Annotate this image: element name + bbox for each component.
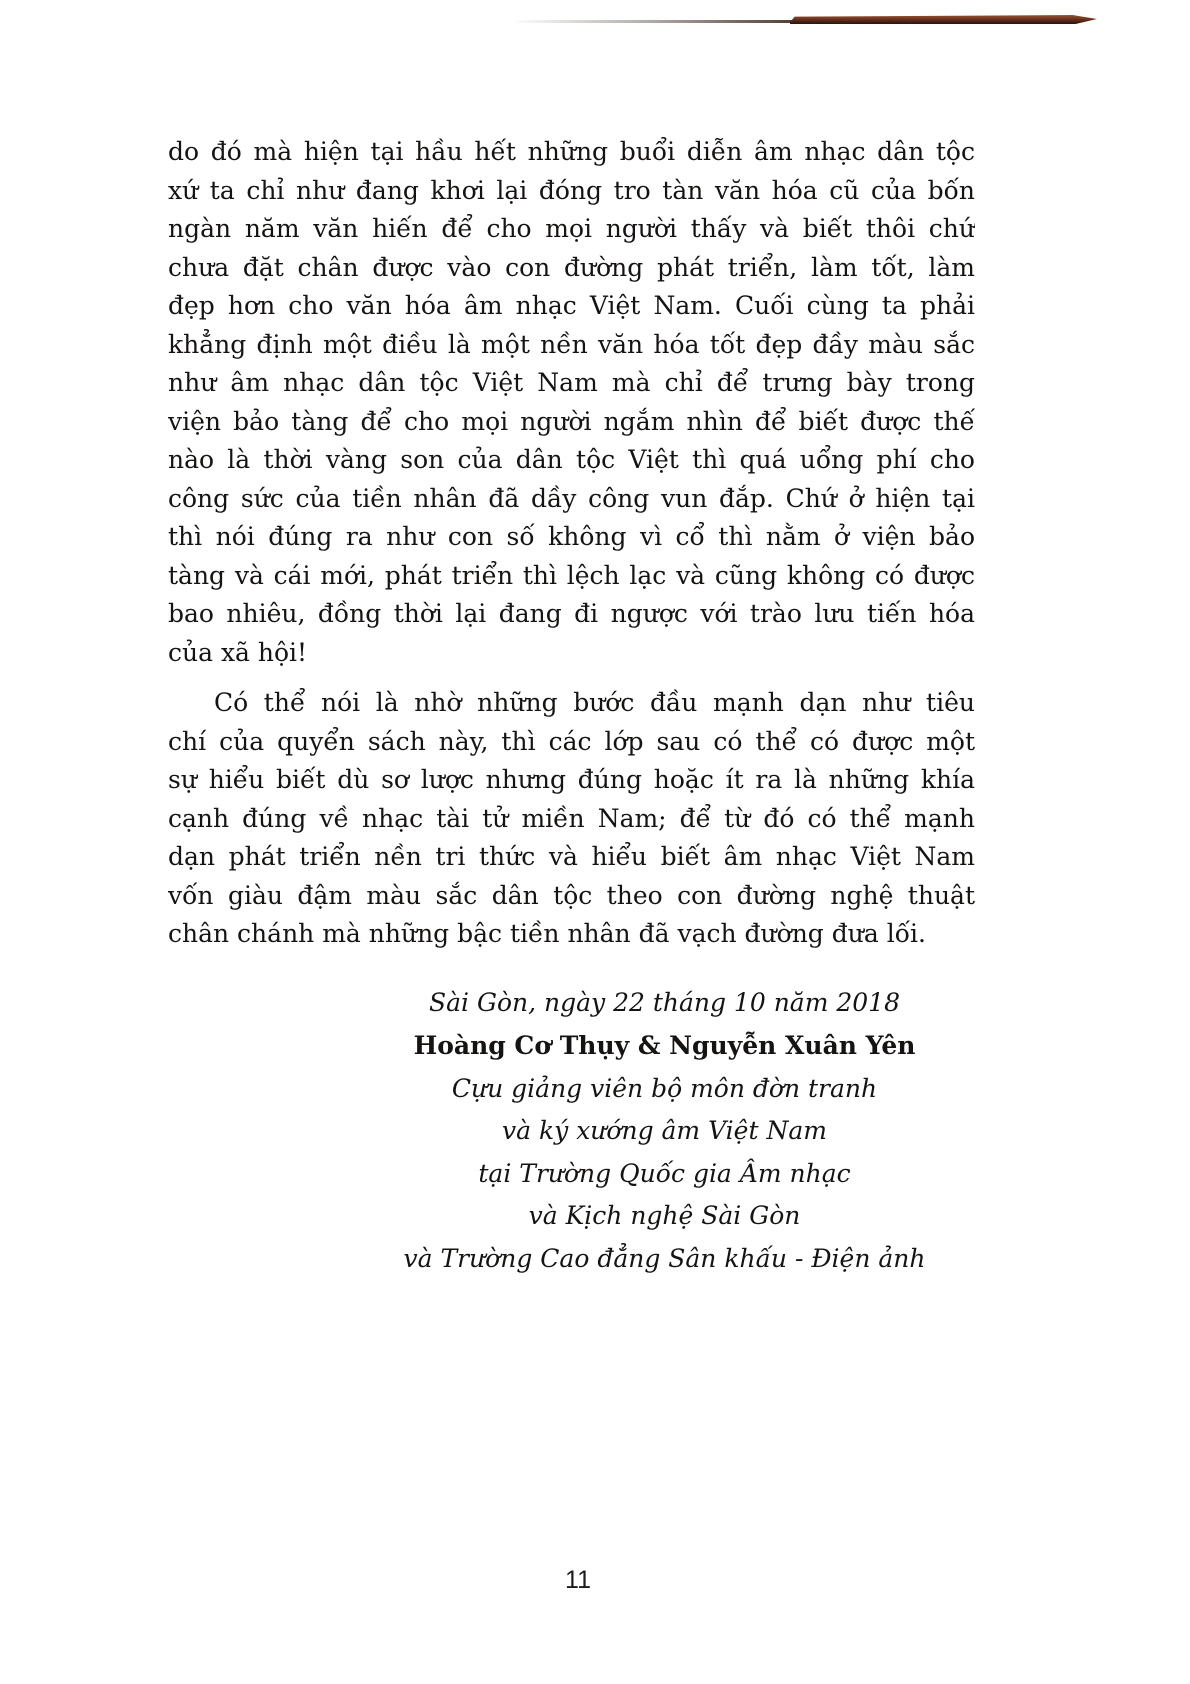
text-line: công sức của tiền nhân đã dầy công vun đắp. Chứ ở hiện tại — [168, 483, 975, 513]
text-line: đẹp hơn cho văn hóa âm nhạc Việt Nam. Cuối cùng ta phải — [168, 291, 975, 320]
text-line: khẳng định một điều là một nền văn hóa tốt đẹp đầy màu sắc — [168, 329, 975, 359]
signature-authors: Hoàng Cơ Thụy & Nguyễn Xuân Yên — [413, 1030, 916, 1060]
paragraph-1 — [168, 133, 975, 672]
signature-place-date: Sài Gòn, ngày 22 tháng 10 năm 2018 — [429, 987, 900, 1017]
page-text-block — [168, 133, 975, 1280]
signature-block — [168, 981, 975, 1281]
page-number: 11 — [565, 1566, 591, 1594]
text-line: Có thể nói là nhờ những bước đầu mạnh dạn như tiêu — [214, 688, 975, 717]
text-line: Cựu giảng viên bộ môn đờn tranh — [451, 1073, 878, 1103]
text-line: do đó mà hiện tại hầu hết những buổi diễn âm nhạc dân tộc — [168, 137, 975, 166]
text-line: ngàn năm văn hiến để cho mọi người thấy và biết thôi chứ — [168, 214, 975, 243]
text-line: chưa đặt chân được vào con đường phát triển, làm tốt, làm — [168, 252, 975, 282]
text-line: và ký xướng âm Việt Nam — [502, 1116, 827, 1145]
header-rule-thick-segment — [790, 15, 1097, 24]
text-line: chí của quyển sách này, thì các lớp sau có thể có được một — [168, 726, 975, 756]
header-rule-thin-segment — [512, 20, 824, 23]
text-line: bao nhiêu, đồng thời lại đang đi ngược với trào lưu tiến hóa — [168, 599, 975, 628]
text-line: xứ ta chỉ như đang khơi lại đóng tro tàn văn hóa cũ của bốn — [168, 175, 975, 205]
text-line: dạn phát triển nền tri thức và hiểu biết âm nhạc Việt Nam — [168, 842, 975, 871]
signature-roles — [354, 1068, 975, 1281]
text-line: sự hiểu biết dù sơ lược nhưng đúng hoặc ít ra là những khía — [168, 765, 975, 794]
text-line: của xã hội! — [168, 637, 308, 667]
paragraph-2 — [168, 684, 975, 954]
header-decorative-rule — [512, 13, 1097, 27]
text-line: và Kịch nghệ Sài Gòn — [528, 1201, 801, 1230]
text-line: viện bảo tàng để cho mọi người ngắm nhìn để biết được thế — [168, 406, 975, 436]
text-line: như âm nhạc dân tộc Việt Nam mà chỉ để trưng bày trong — [168, 368, 975, 397]
text-line: nào là thời vàng son của dân tộc Việt thì quá uổng phí cho — [168, 445, 975, 474]
text-line: thì nói đúng ra như con số không vì cổ thì nằm ở viện bảo — [168, 522, 975, 551]
text-line: tàng và cái mới, phát triển thì lệch lạc và cũng không có được — [168, 560, 975, 590]
text-line: và Trường Cao đẳng Sân khấu - Điện ảnh — [403, 1243, 926, 1273]
text-line: tại Trường Quốc gia Âm nhạc — [478, 1158, 851, 1188]
text-line: cạnh đúng về nhạc tài tử miền Nam; để từ đó có thể mạnh — [168, 803, 975, 833]
text-line: vốn giàu đậm màu sắc dân tộc theo con đường nghệ thuật — [168, 880, 975, 910]
text-line: chân chánh mà những bậc tiền nhân đã vạch đường đưa lối. — [168, 919, 926, 948]
